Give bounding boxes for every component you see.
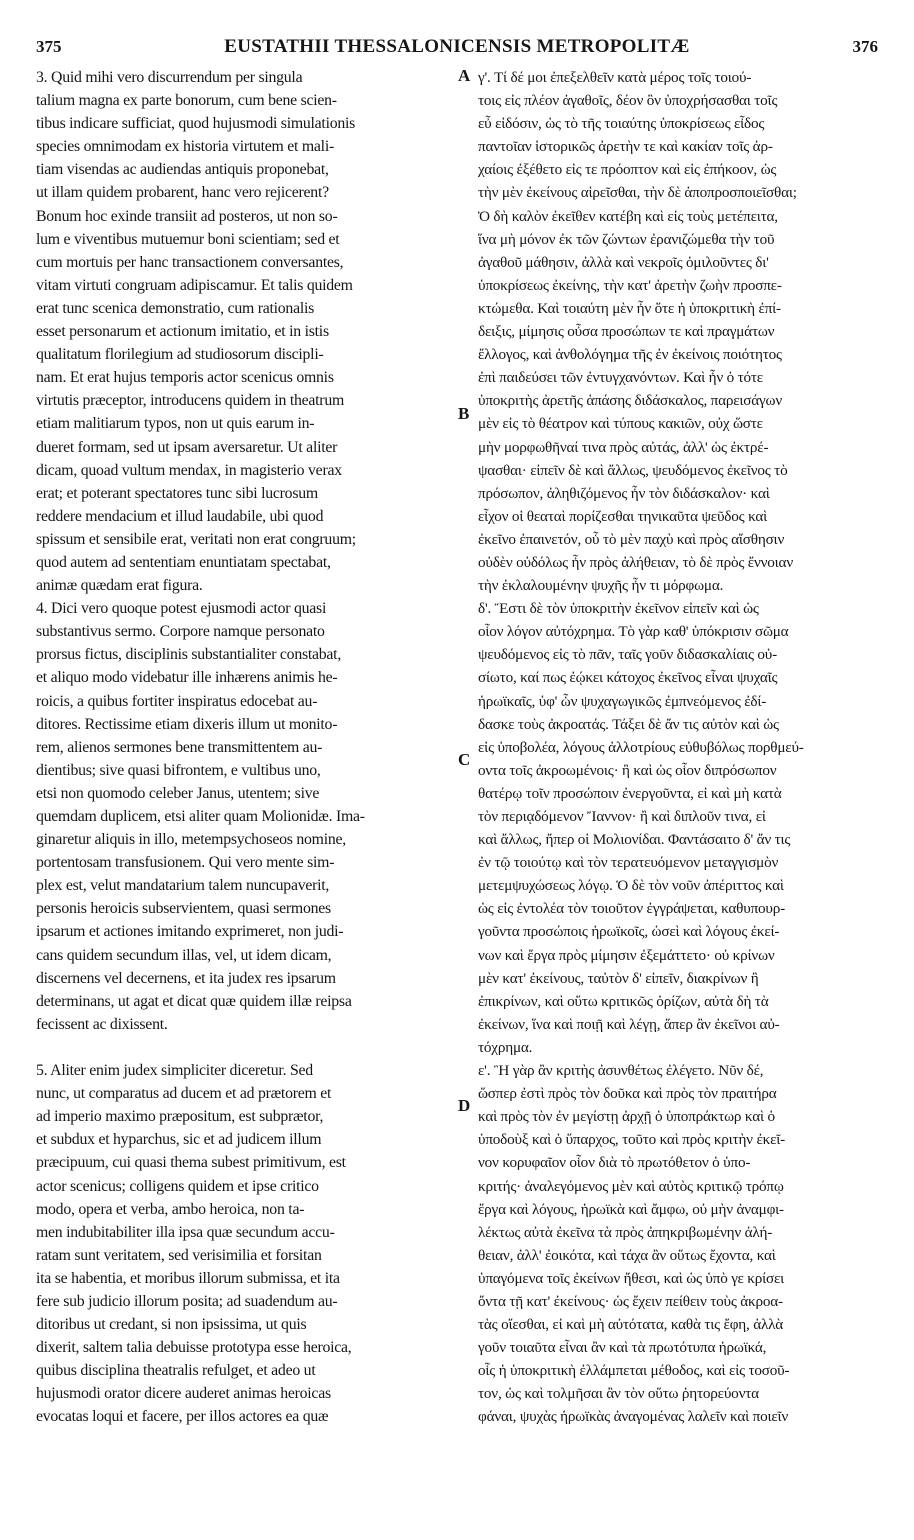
latin-text-line: spissum et sensibile erat, veritati non erat congruum; <box>36 530 356 548</box>
margin-marker-d: D <box>458 1096 471 1115</box>
greek-text-line: σίωτο, καί πως ἐῴκει κάτοχος ἐκεῖνος εἶναι ψυχαῖς <box>478 669 778 687</box>
latin-text-line: ditoribus ut credant, si non ipsissima, ut quis <box>36 1316 307 1334</box>
greek-text-line: οντα τοῖς ἀκροωμένοις· ἢ καὶ ὡς οἷον διπρόσωπον <box>478 761 777 779</box>
latin-text-line: ginaretur aliquis in illo, metempsychoseos nomine, <box>36 831 346 849</box>
latin-text-line: hujusmodi orator dicere auderet animas heroicas <box>36 1385 331 1403</box>
latin-text-line: 5. Aliter enim judex simpliciter diceretur. Sed <box>36 1062 313 1080</box>
latin-text-line: discernens vel decernens, et ita judex res ipsarum <box>36 969 336 987</box>
greek-text-line: δειξις, μίμησις οὖσα προσώπων τε καὶ πραγμάτων <box>478 323 775 341</box>
greek-text-line: ἔργα καὶ λόγους, ἡρωϊκὰ καὶ ἄμφω, οὐ μὴν ἀναμφι- <box>478 1200 784 1218</box>
greek-text-line: φάναι, ψυχὰς ἡρωϊκὰς ἀναγομένας λαλεῖν καὶ ποιεῖν <box>478 1408 789 1426</box>
greek-text-line: εἶχον οἱ θεαταὶ πορίζεσθαι τηνικαῦτα ψεῦδος καὶ <box>478 507 768 525</box>
latin-text-line: fere sub judicio illorum posita; ad suadendum au- <box>36 1292 338 1310</box>
latin-text-line: actor scenicus; colligens quidem et ipse critico <box>36 1177 319 1195</box>
greek-text-line: καὶ πρὸς τὸν ἐν μεγίστῃ ἀρχῇ ὁ ὑποπράκτωρ καὶ ὁ <box>478 1108 775 1126</box>
greek-text-line: γ'. Τί δέ μοι ἐπεξελθεῖν κατὰ μέρος τοῖς τοιού- <box>478 69 752 86</box>
greek-text-line: εὖ εἰδόσιν, ὡς τὸ τῆς τοιαύτης ὑποκρίσεως εἶδος <box>478 115 765 133</box>
margin-marker-c: C <box>458 750 471 769</box>
running-title: EUSTATHII THESSALONICENSIS METROPOLITÆ <box>224 36 690 57</box>
greek-text-line: καὶ ἄλλως, ἤπερ οἱ Μολιονίδαι. Φαντάσαιτο δ' ἄν τις <box>478 831 791 849</box>
latin-text-line: ditores. Rectissime etiam dixeris illum ut monito- <box>36 715 338 733</box>
latin-text-line: ut illam quidem probarent, hanc vero rejicerent? <box>36 184 329 202</box>
greek-text-line: ψευδόμενος εἰς τὸ πᾶν, ταῖς γοῦν διδασκαλίαις οὐ- <box>478 646 777 664</box>
greek-text-line: τὰς οἴεσθαι, εἰ καὶ μὴ αὐτότατα, καθὰ τις ἔφη, ἀλλὰ <box>478 1316 784 1334</box>
latin-text-line: dientibus; sive quasi bifrontem, e vultibus uno, <box>36 761 321 779</box>
right-page-number: 376 <box>852 37 878 56</box>
latin-column <box>36 66 456 1429</box>
latin-text-line: etiam malitiarum typos, non ut quis earum in- <box>36 415 315 433</box>
latin-text-line: dixerit, saltem talia debuisse prototypa esse heroica, <box>36 1339 352 1357</box>
latin-text-line: vitam virtuti congruam adipiscamur. Et talis quidem <box>36 276 353 294</box>
latin-text-line: quemdam duplicem, etsi aliter quam Molionidæ. Ima- <box>36 808 365 825</box>
latin-text-line: dueret formam, sed ut ipsam aversaretur. Ut aliter <box>36 438 338 456</box>
latin-text-line: et subdux et hyparchus, sic et ad judicem illum <box>36 1131 322 1149</box>
greek-text-line: κριτής· ἀναλεγόμενος μὲν καὶ αὐτὸς κριτικῷ τρόπῳ <box>478 1177 784 1195</box>
latin-text-line: determinans, ut agat et dicat quæ quidem illæ reipsa <box>36 992 352 1010</box>
latin-text-line: virtutis præceptor, introducens quidem in theatrum <box>36 392 345 410</box>
latin-text-line: dicam, quoad vultum mendax, in magisterio verax <box>36 461 342 479</box>
greek-text-line: ἐπικρίνων, καὶ οὕτω κριτικῶς ὁρίζων, αὐτὰ δὴ τὰ <box>478 992 769 1010</box>
latin-text-line: lum e viventibus mutuemur boni scientiam; sed et <box>36 230 340 248</box>
latin-text-line: 4. Dici vero quoque potest ejusmodi actor quasi <box>36 600 327 618</box>
latin-text-line: et aliquo modo videbatur ille inhærens animis he- <box>36 669 338 687</box>
greek-text-line: νων καὶ ἔργα πρὸς μίμησιν ἐξεμάττετο· οὐ κρίνων <box>478 946 775 964</box>
greek-text-line: μὲν εἰς τὸ θέατρον καὶ τύπους κακιῶν, οὐχ ὥστε <box>478 415 763 433</box>
greek-text-line: ὑποκριτὴς ἀρετῆς ἁπάσης διδάσκαλος, παρεισάγων <box>478 392 783 410</box>
greek-text-line: οὐδὲν οὐδόλως ἦν πρὸς ἀλήθειαν, τὸ δὲ πρὸς ἔννοιαν <box>478 553 793 571</box>
greek-text-line: γοῦν τοιαῦτα εἶναι ἂν καὶ τὰ πρωτότυπα ἡρωϊκά, <box>478 1339 767 1357</box>
greek-text-line: οἷς ἡ ὑποκριτικὴ ἐλλάμπεται μέθοδος, καὶ εἰς τοσοῦ- <box>478 1362 790 1380</box>
latin-text-line: esset personarum et actionum imitatio, et in istis <box>36 323 329 341</box>
greek-text-line: τὴν μὲν ἐκείνους αἱρεῖσθαι, τὴν δὲ ἀποπροσποιεῖσθαι; <box>478 184 797 202</box>
latin-text-line: quod autem ad sententiam enuntiatam spectabat, <box>36 553 331 571</box>
latin-text-line: prorsus fictus, disciplinis substantialiter constabat, <box>36 646 342 664</box>
greek-text-line: ε'. Ἢ γὰρ ἂν κριτὴς ἀσυνθέτως ἐλέγετο. Νῦν δέ, <box>478 1062 764 1080</box>
latin-text-line: quibus disciplina theatralis refulget, et adeo ut <box>36 1362 316 1380</box>
latin-text-line: ita se habentia, et moribus illorum submissa, et ita <box>36 1269 340 1287</box>
latin-text-line: erat; et poterant spectatores tunc sibi lucrosum <box>36 484 318 502</box>
latin-text-line: 3. Quid mihi vero discurrendum per singula <box>36 69 303 86</box>
latin-text-line: fecissent ac dixissent. <box>36 1015 168 1033</box>
greek-text-line: μὴν μορφωθῆναί τινα πρὸς αὐτάς, ἀλλ' ὡς ἐκτρέ- <box>478 438 769 456</box>
greek-text-line: ἔλλογος, καὶ ἀνθολόγημα τῆς ἐν ἐκείνοις ποιότητος <box>478 346 782 364</box>
greek-text-line: μετεμψυχώσεως λόγῳ. Ὁ δὲ τὸν νοῦν ἀπέριττος καὶ <box>478 877 784 895</box>
latin-text-line: cans quidem secundum illas, vel, ut idem dicam, <box>36 946 332 964</box>
greek-text-line: τοις εἰς πλέον ἀγαθοῖς, δέον ὃν ὑποχρήσασθαι τοῖς <box>478 92 778 110</box>
latin-text-line <box>36 1036 456 1059</box>
latin-text-line: reddere mendacium et illud laudabile, ubi quod <box>36 507 324 525</box>
latin-text-line: rem, alienos sermones bene transmittentem au- <box>36 738 323 756</box>
latin-text-line: qualitatum florilegium ad studiosorum discipli- <box>36 346 324 364</box>
greek-text-line: ἐκείνων, ἵνα καὶ ποιῇ καὶ λέγῃ, ἅπερ ἂν ἐκεῖνοι αὐ- <box>478 1015 780 1033</box>
latin-text-line: talium magna ex parte bonorum, cum bene scien- <box>36 92 337 110</box>
latin-text-line: Bonum hoc exinde transiit ad posteros, ut non so- <box>36 207 338 225</box>
latin-text-line: portentosam transfusionem. Qui vero mente sim- <box>36 854 335 872</box>
greek-text-line: νον κορυφαῖον οἷον διὰ τὸ πρωτόθετον ὁ ὑπο- <box>478 1154 751 1172</box>
latin-text-line: ipsarum et actiones imitando exprimeret, non judi- <box>36 923 344 941</box>
latin-text-line: etsi non quomodo celeber Janus, utentem; sive <box>36 784 320 802</box>
greek-text-line: γοῦντα προσώποις ἡρωϊκοῖς, ὡσεὶ καὶ λόγους ἐκεί- <box>478 923 780 941</box>
latin-text-line: roicis, a quibus fortiter inspiratus edocebat au- <box>36 692 318 710</box>
greek-text-line: παντοῖαν ἱστορικῶς ἀρετὴν τε καὶ κακίαν τοῖς ἀρ- <box>478 138 773 156</box>
latin-text-line: erat tunc scenica demonstratio, cum rationalis <box>36 299 315 317</box>
latin-text-line: nunc, ut comparatus ad ducem et ad prætorem et <box>36 1085 332 1103</box>
greek-text-line: Ὁ δὴ καλὸν ἐκεῖθεν κατέβη καὶ εἰς τοὺς μετέπειτα, <box>478 207 778 225</box>
latin-text-line: cum mortuis per hanc transactionem conversantes, <box>36 253 344 271</box>
latin-text-line: tibus indicare sufficiat, quod hujusmodi simulationis <box>36 115 356 133</box>
greek-text-line: τον, ὡς καὶ τολμῆσαι ἂν τὸν οὕτω ῥητορεύοντα <box>478 1385 759 1403</box>
greek-text-line: ὥσπερ ἐστὶ πρὸς τὸν δοῦκα καὶ πρὸς τὸν πραιτήρα <box>478 1085 777 1103</box>
greek-text-line: οἷον λόγον αὐτόχρημα. Τὸ γὰρ καθ' ὑπόκρισιν σῶμα <box>478 623 789 641</box>
latin-text-line: species omnimodam ex historia virtutem et mali- <box>36 138 334 156</box>
greek-text-line: θειαν, ἀλλ' ἐοικότα, καὶ τάχα ἂν οὕτως ἔχοντα, καὶ <box>478 1246 776 1264</box>
greek-column <box>478 66 880 1429</box>
latin-text-line: men indubitabiliter illa ipsa quæ secundum accu- <box>36 1223 335 1241</box>
margin-marker-b: B <box>458 404 470 423</box>
greek-text-line: ὄντα τῇ κατ' ἐκείνους· ὡς ἔχειν πείθειν τοὺς ἀκροα- <box>478 1292 783 1310</box>
greek-text-line: χαίοις ἐξέθετο εἰς τε πρόοπτον καὶ εἰς ἐπήκοον, ὡς <box>478 161 777 179</box>
latin-text-line: substantivus sermo. Corpore namque personato <box>36 623 325 641</box>
latin-text-line: ratam sunt veritatem, sed verisimilia et forsitan <box>36 1246 322 1264</box>
greek-text-line: μὲν κατ' ἐκείνους, ταὐτὸν δ' εἰπεῖν, διακρίνων ἢ <box>478 969 759 987</box>
margin-marker-a: A <box>458 66 471 85</box>
greek-text-line: κτώμεθα. Καὶ τοιαύτη μὲν ἦν ὅτε ἡ ὑποκριτικὴ ἐπί- <box>478 299 781 317</box>
greek-text-line: ἐπὶ παιδεύσει τῶν ἐντυγχανόντων. Καὶ ἦν ὁ τότε <box>478 369 763 387</box>
greek-text-line: ψασθαι· εἰπεῖν δὲ καὶ ἄλλως, ψευδόμενος ἐκεῖνος τὸ <box>478 461 788 479</box>
latin-text-line: præcipuum, cui quasi thema subest primitivum, est <box>36 1154 346 1172</box>
greek-text-line: ὑποδοὺξ καὶ ὁ ὕπαρχος, τοῦτο καὶ πρὸς κριτὴν ἐκεῖ- <box>478 1131 786 1149</box>
greek-text-line: τὴν ἐκλαλουμένην ψυχῆς ἦν τι μόρφωμα. <box>478 577 724 595</box>
greek-text-line: ἵνα μὴ μόνον ἐκ τῶν ζώντων ἐρανιζώμεθα τὴν τοῦ <box>478 230 775 248</box>
left-page-number: 375 <box>36 37 62 56</box>
latin-text-line: tiam visendas ac audiendas antiquis proponebat, <box>36 161 329 179</box>
greek-text-line: δασκε τοὺς ἀκροατάς. Τάξει δὲ ἄν τις αὐτὸν καὶ ὡς <box>478 715 779 733</box>
greek-text-line: τὸν περιᾳδόμενον Ἴαννον· ἢ καὶ διπλοῦν τινα, εἰ <box>478 808 766 825</box>
latin-text-line: ad imperio maximo præpositum, est subprætor, <box>36 1108 324 1126</box>
greek-text-line: ὑπαγόμενα τοῖς ἐκείνων ἤθεσι, καὶ ὡς ὑπὸ γε κρίσει <box>478 1269 785 1287</box>
greek-text-line: ἀγαθοῦ μάθησιν, ἀλλὰ καὶ νεκροῖς ὁμιλοῦντες δι' <box>478 253 769 271</box>
latin-text-line: personis heroicis subservientem, quasi sermones <box>36 900 331 918</box>
greek-text-line: πρόσωπον, ἀληθιζόμενος ἦν τὸν διδάσκαλον· καὶ <box>478 484 770 502</box>
greek-text-line: τόχρημα. <box>478 1038 533 1056</box>
latin-text-line: animæ quædam erat figura. <box>36 577 203 595</box>
greek-text-line: λέκτως αὐτὰ ἐκεῖνα τὰ πρὸς ἀπηκριβωμένην ἀλή- <box>478 1223 773 1241</box>
latin-text-line: plex est, velut mandatarium talem nuncupaverit, <box>36 877 330 895</box>
greek-text-line: ὑποκρίσεως ἐκείνης, τὴν κατ' ἀρετὴν ζωὴν προσπε- <box>478 276 782 294</box>
greek-text-line: δ'. Ἔστι δὲ τὸν ὑποκριτὴν ἐκεῖνον εἰπεῖν καὶ ὡς <box>478 600 759 618</box>
latin-text-line: modo, opera et verba, ambo heroica, non ta- <box>36 1200 305 1218</box>
greek-text-line: εἰς ὑποβολέα, λόγους ἀλλοτρίους εὐθυβόλως πορθμεύ- <box>478 738 804 756</box>
latin-text-line: evocatas loqui et facere, per illos actores ea quæ <box>36 1408 329 1426</box>
running-header <box>36 36 878 62</box>
greek-text-line: θατέρῳ τοῖν προσώποιν ἐνεργοῦντα, εἰ καὶ μὴ κατὰ <box>478 784 782 802</box>
latin-text-line: nam. Et erat hujus temporis actor scenicus omnis <box>36 369 334 387</box>
greek-text-line: ἐν τῷ τοιούτῳ καὶ τὸν τερατευόμενον μεταγγισμὸν <box>478 854 779 872</box>
greek-text-line: ὡς εἰς ἐντολέα τὸν τοιοῦτον ἐγγράψεται, καθυπουρ- <box>478 900 785 918</box>
greek-text-line: ἐκεῖνο ἐπαινετόν, οὗ τὸ μὲν παχὺ καὶ πρὸς αἴσθησιν <box>478 530 785 548</box>
greek-text-line: ἡρωϊκαῖς, ὑφ' ὧν ψυχαγωγικῶς ἐμπνεόμενος ἐδί- <box>478 692 767 710</box>
